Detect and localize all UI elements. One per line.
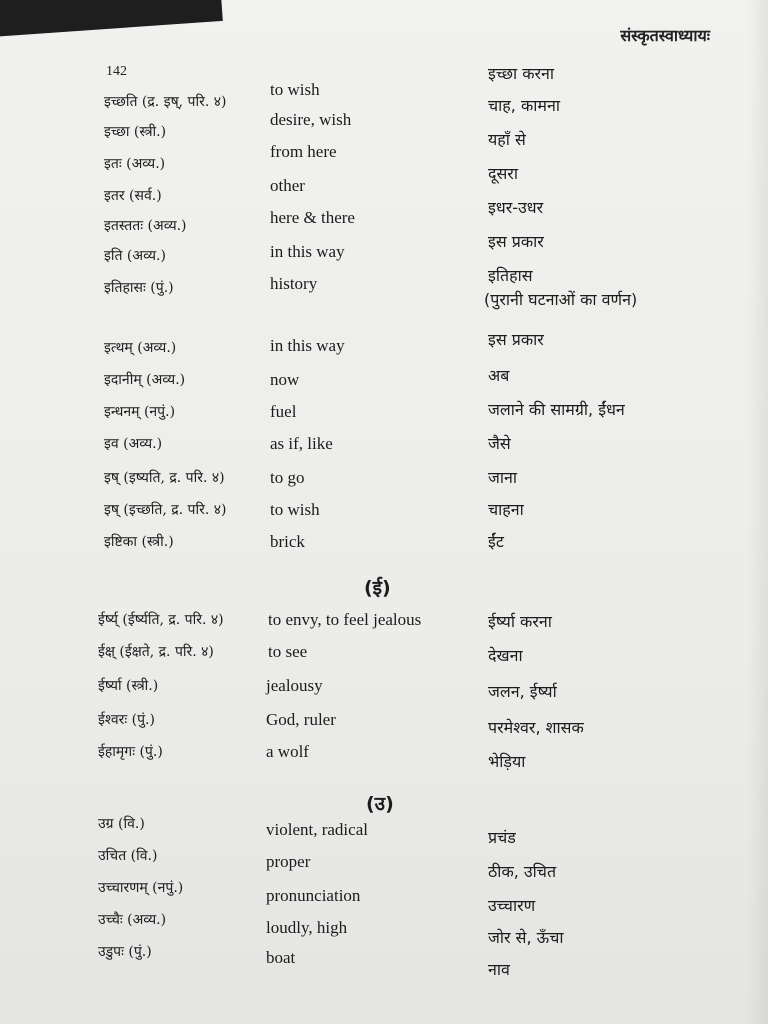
- hindi-meaning: देखना: [488, 646, 523, 665]
- list-item: [0, 910, 768, 947]
- running-header: संस्कृतस्वाध्यायः: [620, 26, 710, 45]
- section-heading: (उ): [366, 793, 394, 815]
- list-item: [0, 366, 768, 396]
- english-meaning: to see: [268, 642, 308, 661]
- hindi-meaning: उच्चारण: [488, 896, 536, 915]
- english-meaning: as if, like: [270, 434, 333, 453]
- hindi-meaning: ईर्ष्या करना: [488, 612, 552, 631]
- sanskrit-word: उच्चैः (अव्य.): [98, 912, 167, 928]
- english-meaning: boat: [266, 948, 296, 967]
- english-meaning: in this way: [270, 336, 345, 355]
- sanskrit-word: इष्टिका (स्त्री.): [104, 534, 174, 550]
- english-meaning: to wish: [270, 80, 320, 99]
- sanskrit-word: इतस्ततः (अव्य.): [104, 218, 187, 234]
- sanskrit-word: उच्चारणम् (नपुं.): [98, 880, 184, 896]
- sanskrit-word: ईर्ष्य् (ईर्ष्यति, द्र. परि. ४): [98, 612, 224, 628]
- list-item: [0, 846, 768, 881]
- sanskrit-word: इष् (इष्यति, द्र. परि. ४): [104, 470, 225, 486]
- hindi-meaning: ठीक, उचित: [488, 862, 557, 881]
- section-heading: (ई): [364, 577, 391, 599]
- sanskrit-word: उग्र (वि.): [98, 816, 145, 832]
- sanskrit-word: इच्छति (द्र. इष्, परि. ४): [104, 94, 227, 110]
- list-item: [0, 266, 768, 309]
- hindi-meaning: परमेश्वर, शासक: [488, 718, 584, 737]
- english-meaning: God, ruler: [266, 710, 336, 729]
- list-item: [0, 330, 768, 364]
- sanskrit-word: ईश्वरः (पुं.): [98, 712, 155, 728]
- english-meaning: loudly, high: [266, 918, 348, 937]
- list-item: [0, 742, 768, 771]
- list-item: [0, 402, 768, 428]
- hindi-meaning: जलन, ईर्ष्या: [488, 682, 557, 701]
- list-item: [0, 198, 768, 242]
- english-meaning: in this way: [270, 242, 345, 261]
- sanskrit-word: इदानीम् (अव्य.): [104, 372, 186, 388]
- sanskrit-word: इष् (इच्छति, द्र. परि. ४): [104, 502, 227, 518]
- english-meaning: violent, radical: [266, 820, 368, 839]
- english-meaning: to go: [270, 468, 305, 487]
- hindi-meaning: इस प्रकार: [488, 232, 544, 251]
- english-meaning: now: [270, 370, 300, 389]
- hindi-meaning: ईंट: [488, 532, 504, 551]
- sanskrit-word: इतिहासः (पुं.): [104, 280, 174, 296]
- hindi-meaning: नाव: [488, 960, 510, 979]
- hindi-meaning: जलाने की सामग्री, ईंधन: [488, 400, 625, 419]
- list-item: [0, 610, 768, 636]
- list-item: [0, 232, 768, 274]
- hindi-meaning: इस प्रकार: [488, 330, 544, 349]
- english-meaning: to wish: [270, 500, 320, 519]
- english-meaning: from here: [270, 142, 337, 161]
- list-item: [0, 468, 768, 494]
- hindi-meaning: जोर से, ऊँचा: [488, 928, 564, 947]
- english-meaning: to envy, to feel jealous: [268, 610, 422, 629]
- hindi-meaning: इतिहास: [488, 266, 533, 285]
- hindi-meaning: यहाँ से: [488, 130, 526, 149]
- english-meaning: a wolf: [266, 742, 309, 761]
- sanskrit-word: इतः (अव्य.): [104, 156, 166, 172]
- english-meaning: desire, wish: [270, 110, 352, 129]
- list-item: [0, 434, 768, 460]
- hindi-meaning: प्रचंड: [488, 828, 516, 847]
- sanskrit-word: इन्धनम् (नपुं.): [104, 404, 176, 420]
- list-item: [0, 710, 768, 736]
- english-meaning: history: [270, 274, 318, 293]
- sanskrit-word: इव (अव्य.): [104, 436, 163, 452]
- list-item: [0, 878, 768, 915]
- list-item: [0, 942, 768, 979]
- sanskrit-word: इच्छा (स्त्री.): [104, 124, 167, 140]
- sanskrit-word: उडुपः (पुं.): [98, 944, 152, 960]
- sanskrit-word: ईहामृगः (पुं.): [98, 744, 163, 760]
- hindi-meaning: भेड़िया: [488, 752, 526, 771]
- list-item: [0, 532, 768, 558]
- hindi-meaning: दूसरा: [488, 164, 519, 183]
- page-edge-shadow: [0, 0, 223, 39]
- list-item: [0, 642, 768, 668]
- hindi-meaning: जाना: [488, 468, 518, 487]
- hindi-meaning: अब: [488, 366, 510, 385]
- english-meaning: other: [270, 176, 305, 195]
- hindi-meaning-note: (पुरानी घटनाओं का वर्णन): [484, 290, 638, 309]
- sanskrit-word: ईक्ष् (ईक्षते, द्र. परि. ४): [98, 644, 214, 660]
- sanskrit-word: इत्थम् (अव्य.): [104, 340, 177, 356]
- english-meaning: jealousy: [266, 676, 323, 695]
- page-number: 142: [106, 64, 127, 79]
- sanskrit-word: इतर (सर्व.): [104, 188, 162, 204]
- list-item: [0, 500, 768, 526]
- hindi-meaning: इच्छा करना: [488, 64, 555, 83]
- sanskrit-word: ईर्ष्या (स्त्री.): [98, 678, 159, 694]
- english-meaning: brick: [270, 532, 305, 551]
- sanskrit-word: इति (अव्य.): [104, 248, 166, 264]
- hindi-meaning: इधर-उधर: [488, 198, 544, 217]
- hindi-meaning: चाहना: [488, 500, 524, 519]
- list-item: [0, 676, 768, 702]
- english-meaning: here & there: [270, 208, 355, 227]
- sanskrit-word: उचित (वि.): [98, 848, 158, 864]
- english-meaning: proper: [266, 852, 311, 871]
- hindi-meaning: चाह, कामना: [488, 96, 560, 115]
- english-meaning: pronunciation: [266, 886, 361, 905]
- hindi-meaning: जैसे: [488, 434, 511, 453]
- list-item: [0, 814, 768, 847]
- english-meaning: fuel: [270, 402, 297, 421]
